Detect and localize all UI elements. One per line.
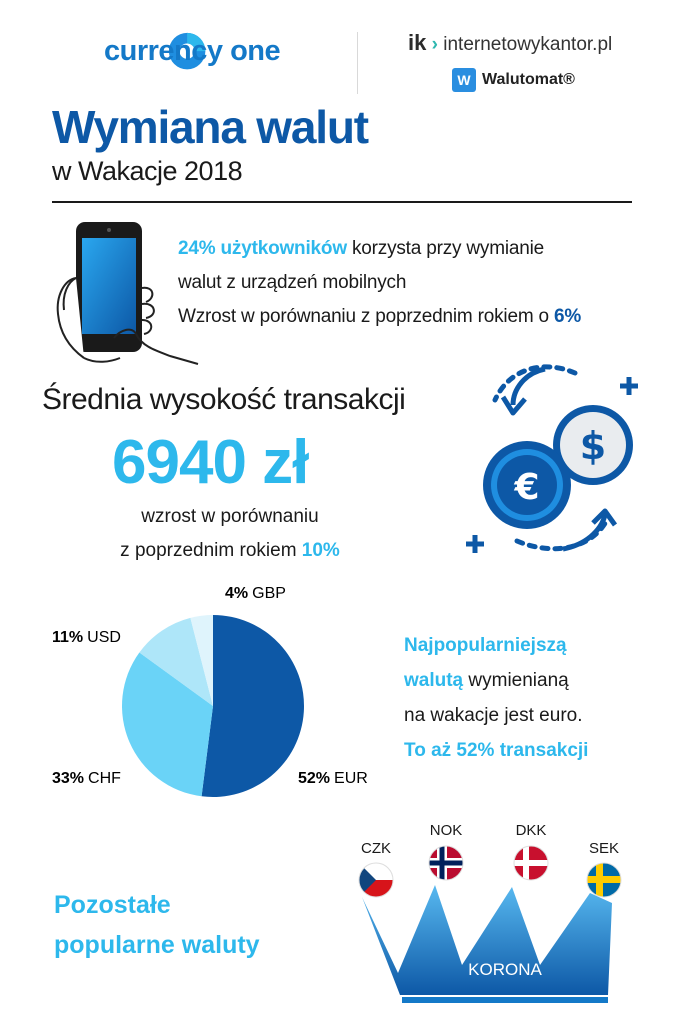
mobile-line1: korzysta przy wymianie (346, 238, 544, 259)
mobile-growth-value: 6% (553, 306, 582, 327)
ik-name: internetowykantor.pl (443, 34, 613, 55)
popular-line4: To aż 52% transakcji (404, 740, 589, 761)
currency-dkk-label: DKK (515, 822, 547, 839)
crown-icon (340, 815, 640, 1015)
mobile-usage-text (178, 232, 581, 334)
ik-mark: ik (408, 30, 427, 55)
currency-czk-label: CZK (361, 840, 391, 857)
svg-text:$: $ (579, 424, 607, 468)
popular-line3: na wakacje jest euro. (404, 705, 583, 726)
crown-label: KORONA (468, 960, 542, 979)
walutomat-badge-icon: W (452, 68, 476, 92)
average-growth-line1: wzrost w porównaniu (141, 506, 319, 527)
page-subtitle: w Wakacje 2018 (52, 156, 243, 186)
pie-label-gbp: 4% GBP (225, 585, 286, 602)
average-label: Średnia wysokość transakcji (42, 383, 406, 416)
walutomat-logo (452, 68, 575, 92)
svg-text:€: € (514, 467, 540, 508)
mobile-highlight: 24% użytkowników (178, 238, 347, 259)
header-divider (357, 32, 358, 94)
currency-pie-chart (40, 580, 400, 810)
mobile-line2: walut z urządzeń mobilnych (178, 272, 407, 293)
other-currencies-heading (54, 885, 260, 965)
flag-nok-icon (429, 846, 463, 880)
flag-dkk-icon (514, 846, 548, 880)
others-line2: popularne waluty (54, 931, 260, 959)
currency-nok-label: NOK (429, 822, 463, 839)
title-divider (52, 201, 632, 203)
mobile-line3: Wzrost w porównaniu z poprzednim rokiem o (178, 306, 554, 327)
flag-sek-icon (587, 863, 621, 897)
popular-currency-text (404, 628, 588, 768)
pie-slice-eur (202, 615, 304, 797)
internetowykantor-logo (408, 30, 612, 56)
popular-line2-highlight: walutą (404, 670, 464, 691)
popular-line1: Najpopularniejszą (404, 635, 567, 656)
page-title: Wymiana walut (52, 101, 368, 153)
average-growth (60, 500, 400, 568)
average-growth-value: 10% (301, 540, 340, 561)
brand-name: currency one (104, 35, 281, 67)
pie-label-usd: 11% USD (52, 629, 121, 646)
flag-czk-icon (359, 863, 393, 897)
pie-label-chf: 33% CHF (52, 770, 121, 787)
popular-line2: wymienianą (463, 670, 569, 691)
average-growth-line2: z poprzednim rokiem (120, 540, 302, 561)
others-line1: Pozostałe (54, 891, 171, 919)
pie-label-eur: 52% EUR (298, 770, 368, 787)
currency-sek-label: SEK (588, 840, 620, 857)
currency-exchange-icon (455, 355, 655, 565)
ik-arrow-icon: › (431, 34, 438, 55)
average-value: 6940 zł (112, 428, 309, 497)
walutomat-name: Walutomat® (482, 71, 575, 89)
